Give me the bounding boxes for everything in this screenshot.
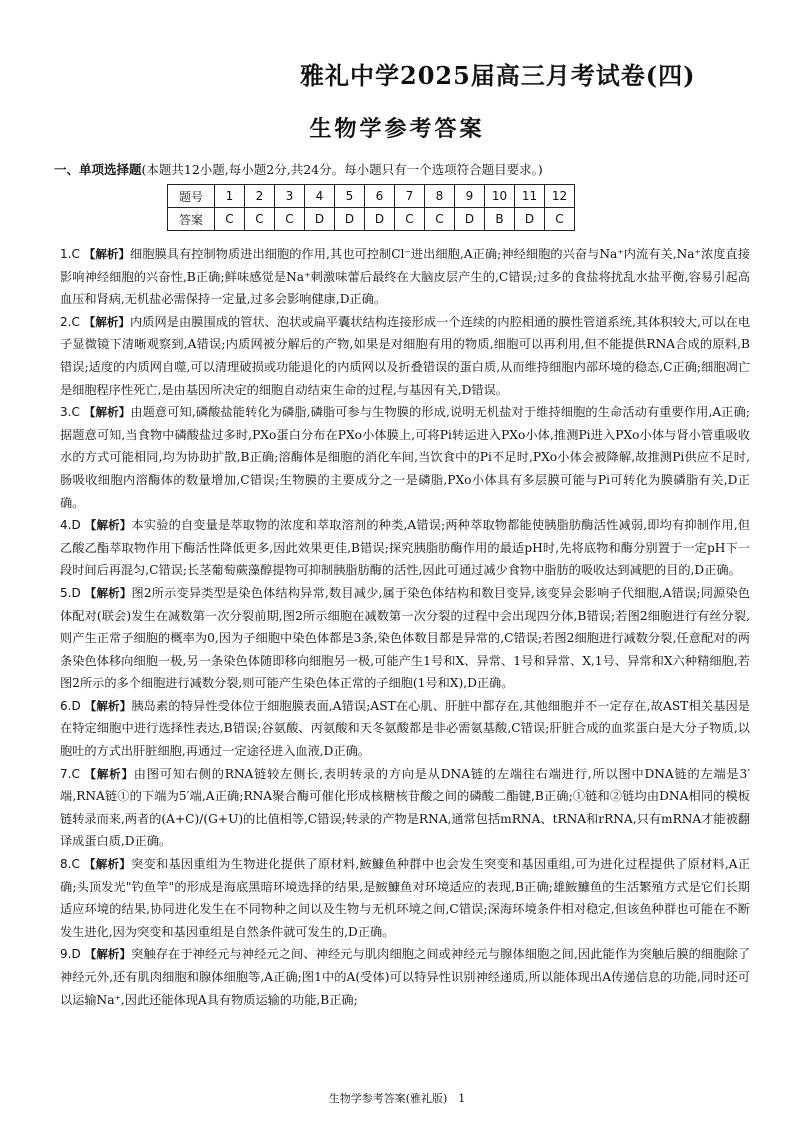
table-cell: C [215, 208, 245, 231]
table-cell: 4 [305, 185, 335, 208]
table-cell: 12 [545, 185, 575, 208]
item-tag: 【解析】 [84, 947, 132, 962]
answer-row [168, 208, 575, 231]
table-cell: C [275, 208, 305, 231]
table-cell: C [245, 208, 275, 231]
table-cell: 9 [455, 185, 485, 208]
item-tag: 【解析】 [83, 314, 130, 329]
table-cell: C [425, 208, 455, 231]
item-text: 图2所示变异类型是染色体结构异常,数目减少,属于染色体结构和数目变异,该变异会影响子代细胞,A错误;同源染色体配对(联会)发生在减数第一次分裂前期,图2所示细胞在减数第一次分裂的过程中会出现四分体,B错误;若图2细胞进行有丝分裂,则产生正常子细胞的概率为0,因为子细胞中染色体都是3条,染色体数目都是异常的,C错误;若图2细胞进行减数分裂,任意配对的两条染色体移向细胞一极,另一条染色体随即移向细胞另一极,可能产生1号和X、异常、1号和异常、X,1号、异常和X六种精细胞,若图2所示的多个细胞进行减数分裂,则可能产生染色体正常的子细胞(1号和X),D正确。 [60, 585, 750, 691]
item-text: 突变和基因重组为生物进化提供了原材料,鮟鱇鱼种群中也会发生突变和基因重组,可为进化过程提供了原材料,A正确;头顶发光"钓鱼竿"的形成是海底黑暗环境选择的结果,是鮟鱇鱼对环境适应的表现,B正确;雄鮟鱇鱼的生活繁殖方式是它们长期适应环境的结果,协同进化发生在不同物种之间以及生物与无机环境之间,C错误;深海环境条件相对稳定,但该鱼种群也可能在不断发生进化,因为突变和基因重组是自然条件就可发生的,D正确。 [60, 857, 751, 939]
table-cell: D [305, 208, 335, 231]
item-number: 5.D [60, 585, 81, 600]
section-note: (本题共12小题,每小题2分,共24分。每小题只有一个选项符合题目要求。) [141, 162, 543, 177]
item-number: 4.D [60, 518, 81, 533]
number-row [168, 185, 575, 208]
item-number: 2.C [60, 314, 80, 329]
table-cell: 10 [485, 185, 515, 208]
row-label: 答案 [168, 208, 215, 231]
item-number: 3.C [60, 405, 80, 420]
table-cell: 11 [515, 185, 545, 208]
item-number: 1.C [60, 247, 80, 261]
section-heading [54, 160, 543, 178]
item-number: 6.D [60, 698, 81, 713]
table-cell: 2 [245, 185, 275, 208]
item-tag: 【解析】 [83, 857, 132, 872]
explanation-item [60, 695, 750, 763]
explanation-item [60, 943, 750, 1011]
answer-table [167, 184, 575, 231]
table-cell: 1 [215, 185, 245, 208]
table-cell: 7 [395, 185, 425, 208]
item-text: 胰岛素的特异性受体位于细胞膜表面,A错误;AST在心肌、肝脏中都存在,其他细胞并不一定存在,故AST相关基因是在特定细胞中进行选择性表达,B错误;谷氨酸、丙氨酸和天冬氨酸都是非必需氨基酸,C错误;肝脏合成的血浆蛋白是大分子物质,以胞吐的方式出肝脏细胞,再通过一定途径进入血液,D正确。 [60, 698, 750, 759]
table-cell: 6 [365, 185, 395, 208]
explanation-item [60, 311, 750, 401]
item-tag: 【解析】 [83, 405, 131, 420]
table-cell: B [485, 208, 515, 231]
row-label: 题号 [168, 185, 215, 208]
item-tag: 【解析】 [84, 518, 132, 533]
table-cell: 8 [425, 185, 455, 208]
table-cell: 3 [275, 185, 305, 208]
section-title: 一、单项选择题 [54, 162, 142, 177]
page-title: 雅礼中学2025届高三月考试卷(四) [300, 61, 696, 90]
item-text: 细胞膜具有控制物质进出细胞的作用,其也可控制Cl⁻进出细胞,A正确;神经细胞的兴奋与Na⁺内流有关,Na⁺浓度直接影响神经细胞的兴奋性,B正确;鲜味感觉是Na⁺刺激味蕾后最终在大脑皮层产生的,C错误;过多的食盐将扰乱水盐平衡,容易引起高血压和肾病,无机盐必需保持一定量,过多会影响健康,D正确。 [60, 247, 750, 307]
explanation-item [60, 763, 750, 853]
page-subtitle: 生物学参考答案 [309, 117, 485, 142]
table-cell: D [335, 208, 365, 231]
table-cell: D [455, 208, 485, 231]
item-tag: 【解析】 [84, 766, 134, 781]
item-text: 突触存在于神经元与神经元之间、神经元与肌肉细胞之间或神经元与腺体细胞之间,因此能作为突触后膜的细胞除了神经元外,还有肌肉细胞和腺体细胞等,A正确;图1中的A(受体)可以特异性识别神经递质,所以能体现出A传递信息的功能,同时还可以运输Na⁺,因此还能体现A具有物质运输的功能,B正确; [60, 947, 751, 1007]
explanation-item [60, 514, 750, 582]
item-number: 7.C [60, 766, 80, 781]
item-text: 由题意可知,磷酸盐能转化为磷脂,磷脂可参与生物膜的形成,说明无机盐对于维持细胞的生命活动有重要作用,A正确;据题意可知,当食物中磷酸盐过多时,PXo蛋白分布在PXo小体膜上,可将Pi转运进入PXo小体,推测Pi进入PXo小体与肾小管重吸收水的方式可能相同,均为协助扩散,B正确;溶酶体是细胞的消化车间,当饮食中的Pi不足时,PXo小体会被降解,故推测Pi供应不足时,肠吸收细胞内溶酶体的数量增加,C错误;生物膜的主要成分之一是磷脂,PXo小体具有多层膜可能与Pi可转化为膜磷脂有关,D正确。 [60, 405, 751, 510]
explanation-item [60, 401, 750, 514]
explanation-list [60, 243, 750, 1011]
table-cell: C [545, 208, 575, 231]
item-tag: 【解析】 [84, 585, 132, 600]
item-number: 8.C [60, 857, 80, 872]
explanation-item [60, 853, 750, 943]
item-text: 本实验的自变量是萃取物的浓度和萃取溶剂的种类,A错误;两种萃取物都能使胰脂肪酶活性减弱,即均有抑制作用,但乙酸乙酯萃取物作用下酶活性降低更多,因此效果更佳,B错误;探究胰脂肪酶作用的最适pH时,先将底物和酶分别置于一定pH下一段时间后再混匀,C错误;长茎葡萄蕨藻醇提物可抑制胰脂肪酶的活性,因此可通过减少食物中脂肪的吸收达到减肥的目的,D正确。 [60, 518, 751, 578]
table-cell: 5 [335, 185, 365, 208]
table-cell: D [515, 208, 545, 231]
item-number: 9.D [60, 947, 81, 962]
item-text: 内质网是由膜围成的管状、泡状或扁平囊状结构连接形成一个连续的内腔相通的膜性管道系统,其体积较大,可以在电子显微镜下清晰观察到,A错误;内质网被分解后的产物,如果是对细胞有用的物质,细胞可以再利用,但不能提供RNA合成的原料,B错误;适度的内质网自噬,可以清理破损或功能退化的内质网以及折叠错误的蛋白质,从而维持细胞内部环境的稳态,C正确;细胞凋亡是细胞程序性死亡,是由基因所决定的细胞自动结束生命的过程,与基因有关,D错误。 [60, 314, 751, 397]
table-cell: D [365, 208, 395, 231]
table-cell: C [395, 208, 425, 231]
page-footer: 生物学参考答案(雅礼版) 1 [328, 1092, 466, 1105]
item-text: 由图可知右侧的RNA链较左侧长,表明转录的方向是从DNA链的左端往右端进行,所以图中DNA链的左端是3′端,RNA链①的下端为5′端,A正确;RNA聚合酶可催化形成核糖核苷酸之间的磷酸二酯键,B正确;①链和②链均由DNA相同的模板链转录而来,两者的(A+C)/(G+U)的比值相等,C错误;转录的产物是RNA,通常包括mRNA、tRNA和rRNA,只有mRNA才能被翻译成蛋白质,D正确。 [60, 766, 751, 849]
item-tag: 【解析】 [83, 247, 131, 261]
explanation-item [60, 582, 750, 695]
item-tag: 【解析】 [84, 698, 132, 713]
explanation-item [60, 243, 750, 311]
